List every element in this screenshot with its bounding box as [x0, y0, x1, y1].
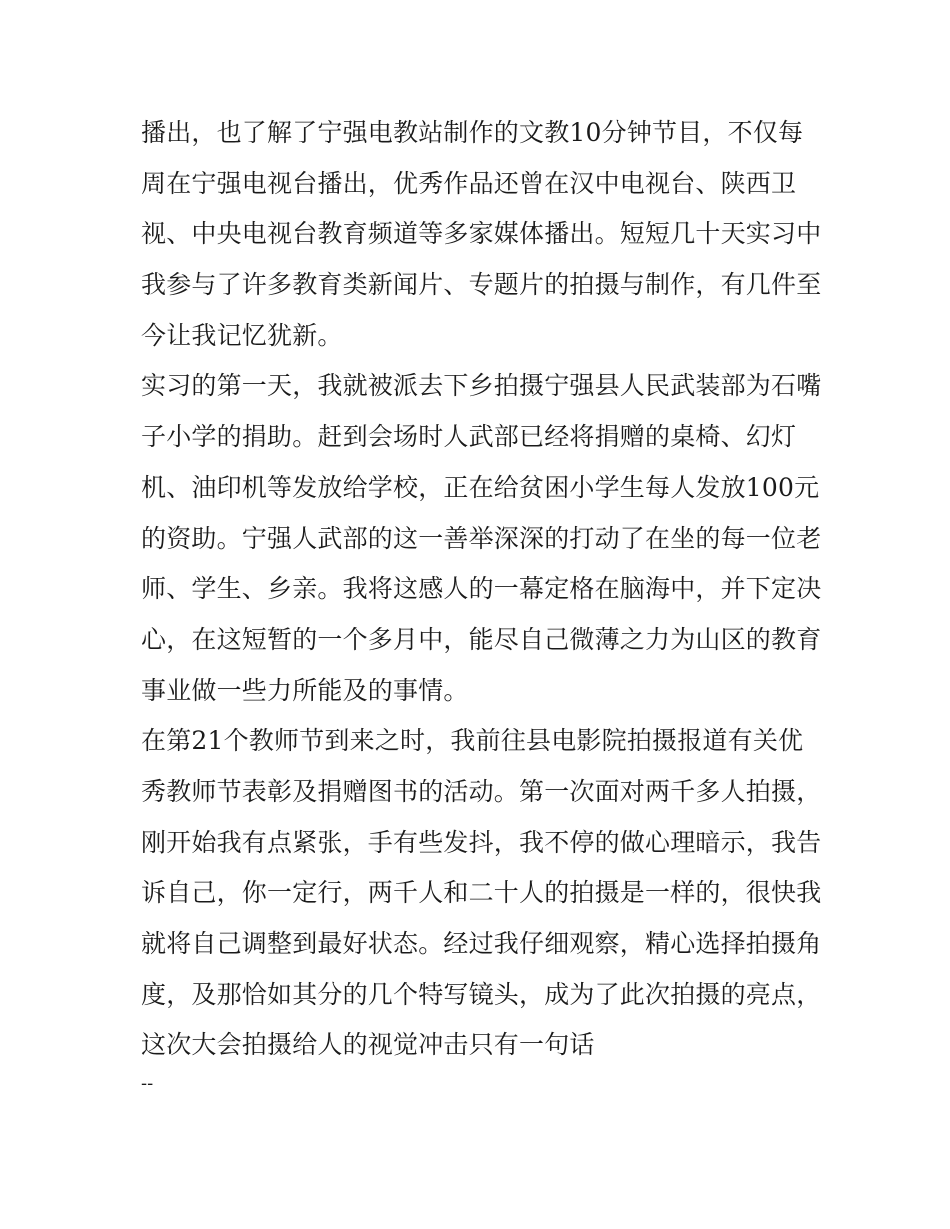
text-line-19: 这次大会拍摄给人的视觉冲击只有一句话: [141, 1030, 595, 1060]
text-line-11: 心，在这短暂的一个多月中，能尽自己微薄之力为山区的教育: [141, 624, 822, 654]
text-line-16: 诉自己，你一定行，两千人和二十人的拍摄是一样的，很快我: [141, 878, 822, 908]
text-line-6: 实习的第一天，我就被派去下乡拍摄宁强县人民武装部为石嘴: [141, 371, 822, 401]
text-line-12: 事业做一些力所能及的事情。: [141, 675, 469, 705]
text-line-13: 在第21个教师节到来之时，我前往县电影院拍摄报道有关优: [141, 726, 804, 756]
body-text: [141, 108, 821, 1071]
text-line-7: 子小学的捐助。赶到会场时人武部已经将捐赠的桌椅、幻灯: [141, 422, 797, 452]
text-line-18: 度，及那恰如其分的几个特写镜头，成为了此次拍摄的亮点，: [141, 979, 822, 1009]
text-line-2: 周在宁强电视台播出，优秀作品还曾在汉中电视台、陕西卫: [141, 168, 797, 198]
text-line-17: 就将自己调整到最好状态。经过我仔细观察，精心选择拍摄角: [141, 929, 822, 958]
text-line-15: 刚开始我有点紧张，手有些发抖，我不停的做心理暗示，我告: [141, 827, 822, 857]
text-line-8: 机、油印机等发放给学校，正在给贫困小学生每人发放100元: [141, 472, 820, 502]
text-line-14: 秀教师节表彰及捐赠图书的活动。第一次面对两千多人拍摄，: [141, 776, 822, 806]
page-footer-mark: --: [141, 1073, 154, 1094]
text-line-3: 视、中央电视台教育频道等多家媒体播出。短短几十天实习中: [141, 219, 822, 249]
text-line-9: 的资助。宁强人武部的这一善举深深的打动了在坐的每一位老: [141, 523, 822, 553]
text-line-5: 今让我记忆犹新。: [141, 320, 343, 350]
text-line-4: 我参与了许多教育类新闻片、专题片的拍摄与制作，有几件至: [141, 270, 822, 300]
text-line-10: 师、学生、乡亲。我将这感人的一幕定格在脑海中，并下定决: [141, 574, 822, 604]
text-line-1: 播出，也了解了宁强电教站制作的文教10分钟节目，不仅每: [141, 118, 804, 147]
